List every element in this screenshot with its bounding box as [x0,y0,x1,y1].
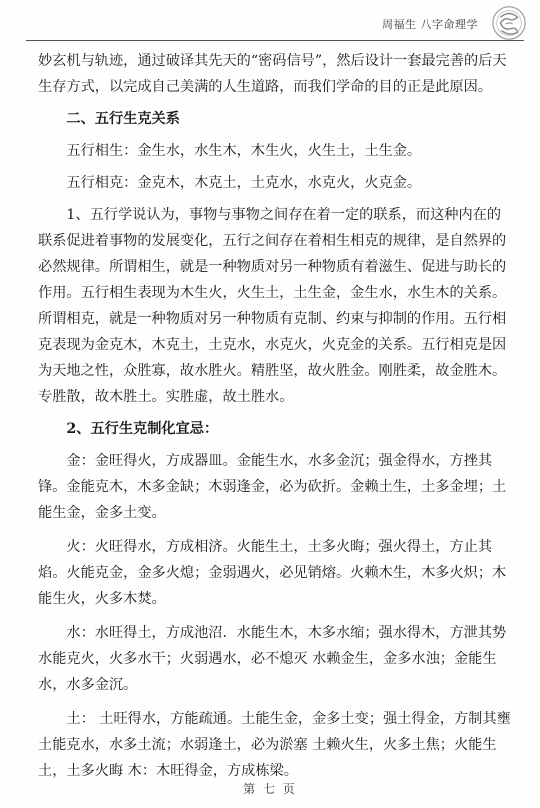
water-paragraph: 水：水旺得土，方成池沼．水能生木，木多水缩；强水得木，方泄其势 水能克火，火多水干；火弱遇水，必不熄灭 水赖金生，金多水浊；金能生水，水多金沉。 [38,625,507,693]
page-number: 第 七 页 [243,782,297,796]
header-rule [26,40,524,41]
page-header [0,0,540,44]
ke-line: 五行相克：金克木，木克土，土克水，水克火，火克金。 [66,175,422,191]
section-heading: 二、五行生克关系 [66,111,180,127]
theory-paragraph: 1、五行学说认为，事物与事物之间存在着一定的联系，而这种内在的联系促进着事物的发展变化，五行之间存在着相生相克的规律，是自然界的必然规律。所谓相生，就是一种物质对另一种物质有着滋生、促进与助长的作用。五行相生表现为木生火，火生土，土生金，金生水，水生木的关系。所谓相克，就是一种物质对另一种物质有克制、约束与抑制的作用。五行相克表现为金克木，木克土，土克水，水克火，火克金的关系。五行相克是因为天地之性，众胜寡，故水胜火。精胜坚，故火胜金。刚胜柔，故金胜木。专胜散，故木胜土。实胜虚，故土胜水。 [38,207,507,405]
metal-paragraph: 金：金旺得火，方成器皿。金能生水，水多金沉；强金得水，方挫其锋。金能克木，木多金缺；木弱逢金，必为砍折。金赖土生，土多金埋；土能生金，金多土变。 [38,453,507,521]
seal-logo-icon [490,4,528,42]
fire-paragraph: 火：火旺得水，方成相济。火能生土，土多火晦；强火得土，方止其焰。火能克金，金多火熄；金弱遇火，必见销熔。火赖木生，木多火炽；木能生火，火多木焚。 [38,539,507,607]
intro-paragraph: 妙玄机与轨迹，通过破译其先天的“密码信号”，然后设计一套最完善的后天生存方式，以完成自己美满的人生道路，而我们学命的目的正是此原因。 [38,53,507,95]
sheng-line: 五行相生：金生水，水生木，木生火，火生土，土生金。 [66,143,422,159]
earth-paragraph: 土： 土旺得水，方能疏通。土能生金，金多土变；强土得金，方制其壅 土能克水，水多土流；水弱逢土，必为淤塞 土赖火生，火多土焦；火能生土，土多火晦 木：木旺得金，方成栋梁。 [38,711,511,779]
subsection-heading: 2、五行生克制化宜忌： [66,421,219,437]
page-body [38,48,514,784]
header-title: 周福生 八字命理学 [382,18,478,31]
